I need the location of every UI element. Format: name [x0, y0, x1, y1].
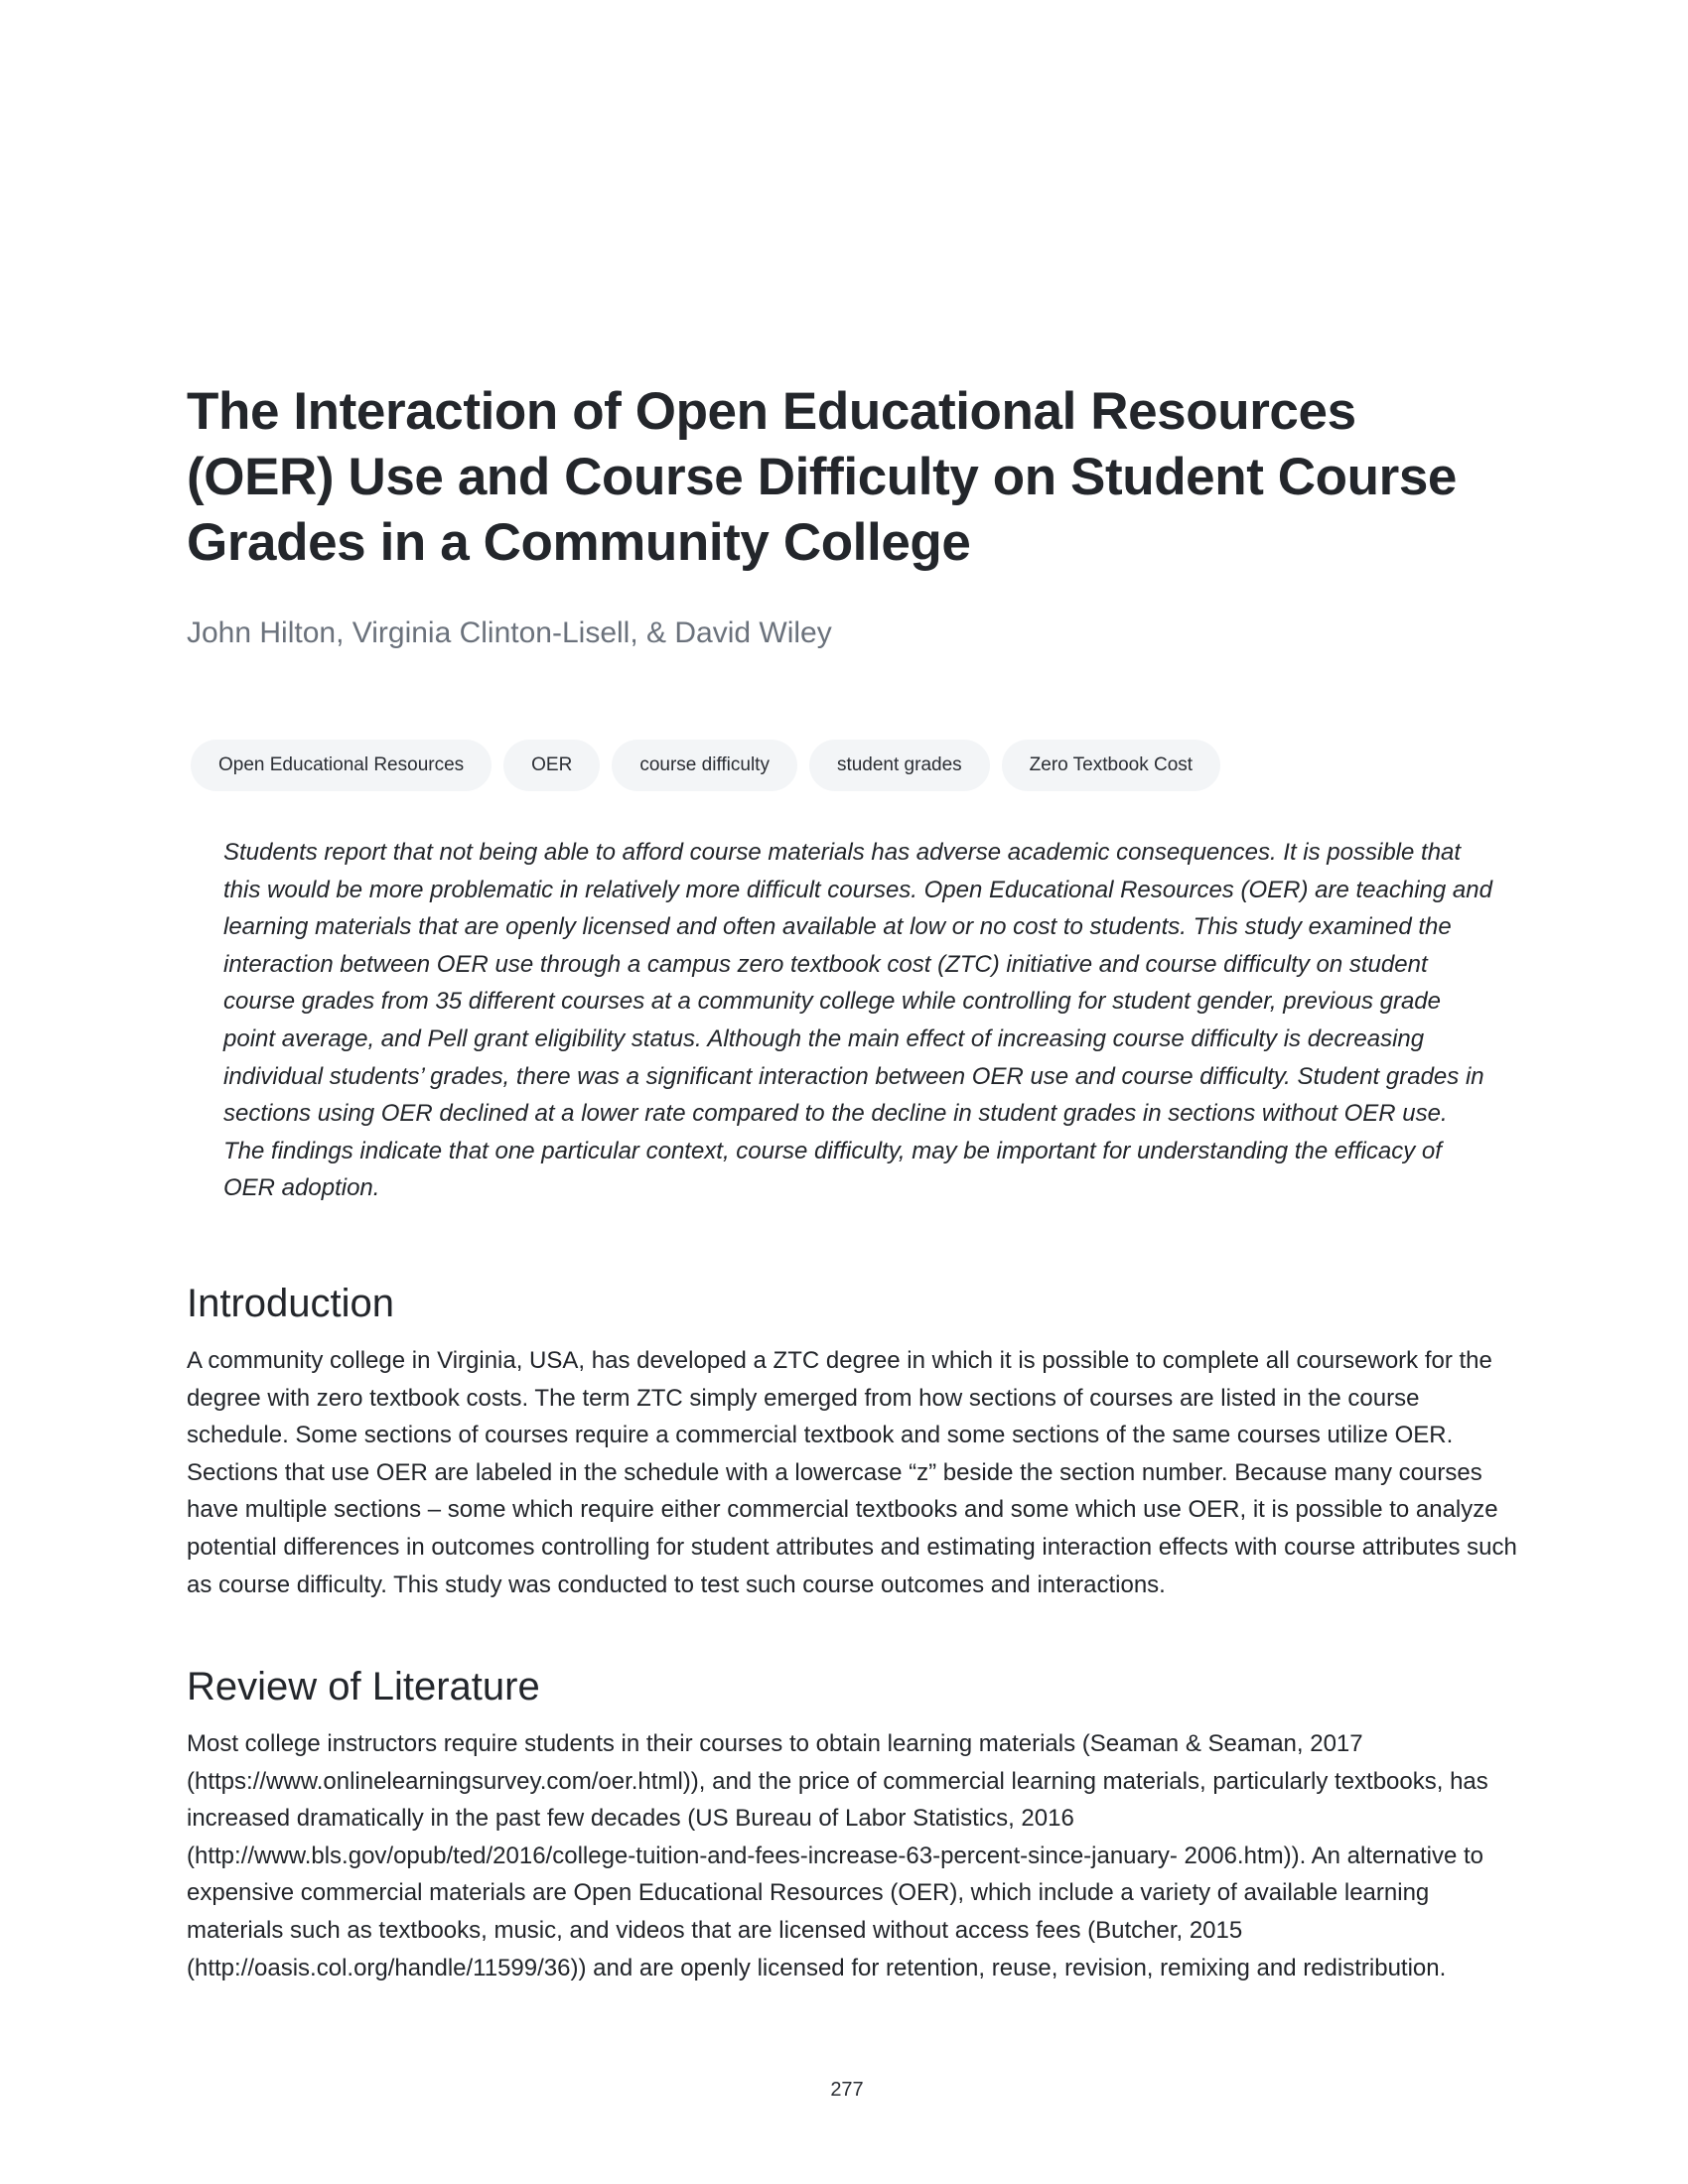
- keyword-tag[interactable]: student grades: [809, 740, 990, 791]
- keyword-tag[interactable]: course difficulty: [612, 740, 797, 791]
- review-of-literature-heading: Review of Literature: [187, 1665, 540, 1708]
- article-title: The Interaction of Open Educational Resources (OER) Use and Course Difficulty on Student Course Grades in a Community College: [187, 382, 1458, 572]
- introduction-paragraph: A community college in Virginia, USA, has developed a ZTC degree in which it is possible to complete all coursework for the degree with zero textbook costs. The term ZTC simply emerged from how sections of courses are listed in the course schedule. Some sections of courses require a commercial textbook and some sections of the same courses utilize OER. Sections that use OER are labeled in the schedule with a lowercase “z” beside the section number. Because many courses have multiple sections – some which require either commercial textbooks and some which use OER, it is possible to analyze potential differences in outcomes controlling for student attributes and estimating interaction effects with course attributes such as course difficulty. This study was conducted to test such course outcomes and interactions.: [187, 1347, 1517, 1598]
- article-abstract: Students report that not being able to afford course materials has adverse academic consequences. It is possible that this would be more problematic in relatively more difficult courses. Open Educational Resources (OER) are teaching and learning materials that are openly licensed and often available at low or no cost to students. This study examined the interaction between OER use through a campus zero textbook cost (ZTC) initiative and course difficulty on student course grades from 35 different courses at a community college while controlling for student gender, previous grade point average, and Pell grant eligibility status. Although the main effect of increasing course difficulty is decreasing individual students’ grades, there was a significant interaction between OER use and course difficulty. Student grades in sections using OER declined at a lower rate compared to the decline in student grades in sections without OER use. The findings indicate that one particular context, course difficulty, may be important for understanding the efficacy of OER adoption.: [223, 839, 1492, 1202]
- page-number: 277: [830, 2079, 864, 2101]
- keyword-tags: [191, 740, 1220, 791]
- keyword-tag[interactable]: Zero Textbook Cost: [1002, 740, 1220, 791]
- keyword-tag[interactable]: OER: [503, 740, 600, 791]
- review-of-literature-paragraph: Most college instructors require students in their courses to obtain learning materials (Seaman & Seaman, 2017 (https://www.onlinelearningsurvey.com/oer.html)), and the price of commercial learning materials, particularly textbooks, has increased dramatically in the past few decades (US Bureau of Labor Statistics, 2016 (http://www.bls.gov/opub/ted/2016/college-tuition-and-fees-increase-63-percent-since-january- 2006.htm)). An alternative to expensive commercial materials are Open Educational Resources (OER), which include a variety of available learning materials such as textbooks, music, and videos that are licensed without access fees (Butcher, 2015 (http://oasis.col.org/handle/11599/36)) and are openly licensed for retention, reuse, revision, remixing and redistribution.: [187, 1730, 1488, 1981]
- introduction-heading: Introduction: [187, 1282, 395, 1325]
- keyword-tag[interactable]: Open Educational Resources: [191, 740, 492, 791]
- article-authors: John Hilton, Virginia Clinton-Lisell, & David Wiley: [187, 616, 832, 649]
